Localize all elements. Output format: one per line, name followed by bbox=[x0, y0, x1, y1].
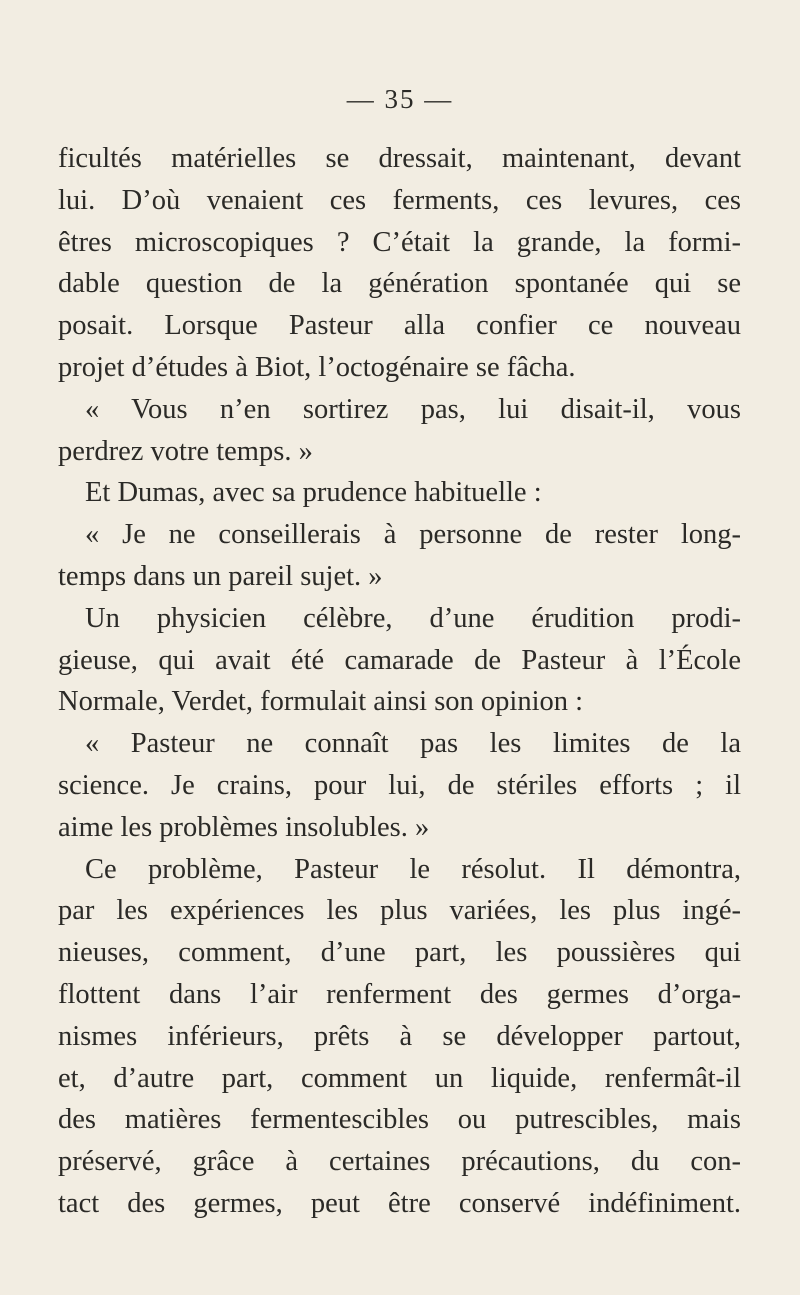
text-line: préservé, grâce à certaines précautions, du con- bbox=[58, 1146, 741, 1178]
text-line: lui. D’où venaient ces ferments, ces levures, ces bbox=[58, 184, 741, 216]
text-line: posait. Lorsque Pasteur alla confier ce nouveau bbox=[58, 310, 741, 342]
text-line: temps dans un pareil sujet. » bbox=[58, 560, 383, 592]
text-line: perdrez votre temps. » bbox=[58, 435, 313, 467]
text-line: flottent dans l’air renferment des germes d’orga- bbox=[58, 978, 741, 1010]
text-line: « Vous n’en sortirez pas, lui disait-il, vous bbox=[85, 393, 741, 425]
text-line: par les expériences les plus variées, les plus ingé- bbox=[58, 895, 741, 927]
text-line: ficultés matérielles se dressait, maintenant, devant bbox=[58, 143, 741, 174]
text-line: Un physicien célèbre, d’une érudition prodi- bbox=[85, 602, 741, 634]
text-line: êtres microscopiques ? C’était la grande, la formi- bbox=[58, 226, 741, 258]
text-line: « Pasteur ne connaît pas les limites de la bbox=[85, 728, 741, 760]
text-line: des matières fermentescibles ou putrescibles, mais bbox=[58, 1104, 741, 1136]
text-line: nieuses, comment, d’une part, les poussières qui bbox=[58, 937, 741, 969]
text-line: Normale, Verdet, formulait ainsi son opinion : bbox=[58, 686, 584, 718]
text-line: nismes inférieurs, prêts à se développer partout, bbox=[58, 1020, 741, 1052]
text-line: gieuse, qui avait été camarade de Pasteur à l’École bbox=[58, 644, 741, 676]
text-line: science. Je crains, pour lui, de stériles efforts ; il bbox=[58, 769, 741, 801]
text-line: Ce problème, Pasteur le résolut. Il démontra, bbox=[85, 853, 741, 885]
text-line: dable question de la génération spontanée qui se bbox=[58, 268, 741, 300]
text-line: Et Dumas, avec sa prudence habituelle : bbox=[85, 477, 542, 509]
page-number: — 35 — bbox=[346, 84, 454, 114]
text-line: tact des germes, peut être conservé indéfiniment. bbox=[58, 1187, 741, 1219]
text-line: projet d’études à Biot, l’octogénaire se fâcha. bbox=[58, 351, 576, 383]
body-text bbox=[58, 138, 741, 1225]
text-line: « Je ne conseillerais à personne de rester long- bbox=[85, 519, 741, 551]
text-line: aime les problèmes insolubles. » bbox=[58, 811, 430, 843]
text-line: et, d’autre part, comment un liquide, renfermât-il bbox=[58, 1062, 741, 1094]
